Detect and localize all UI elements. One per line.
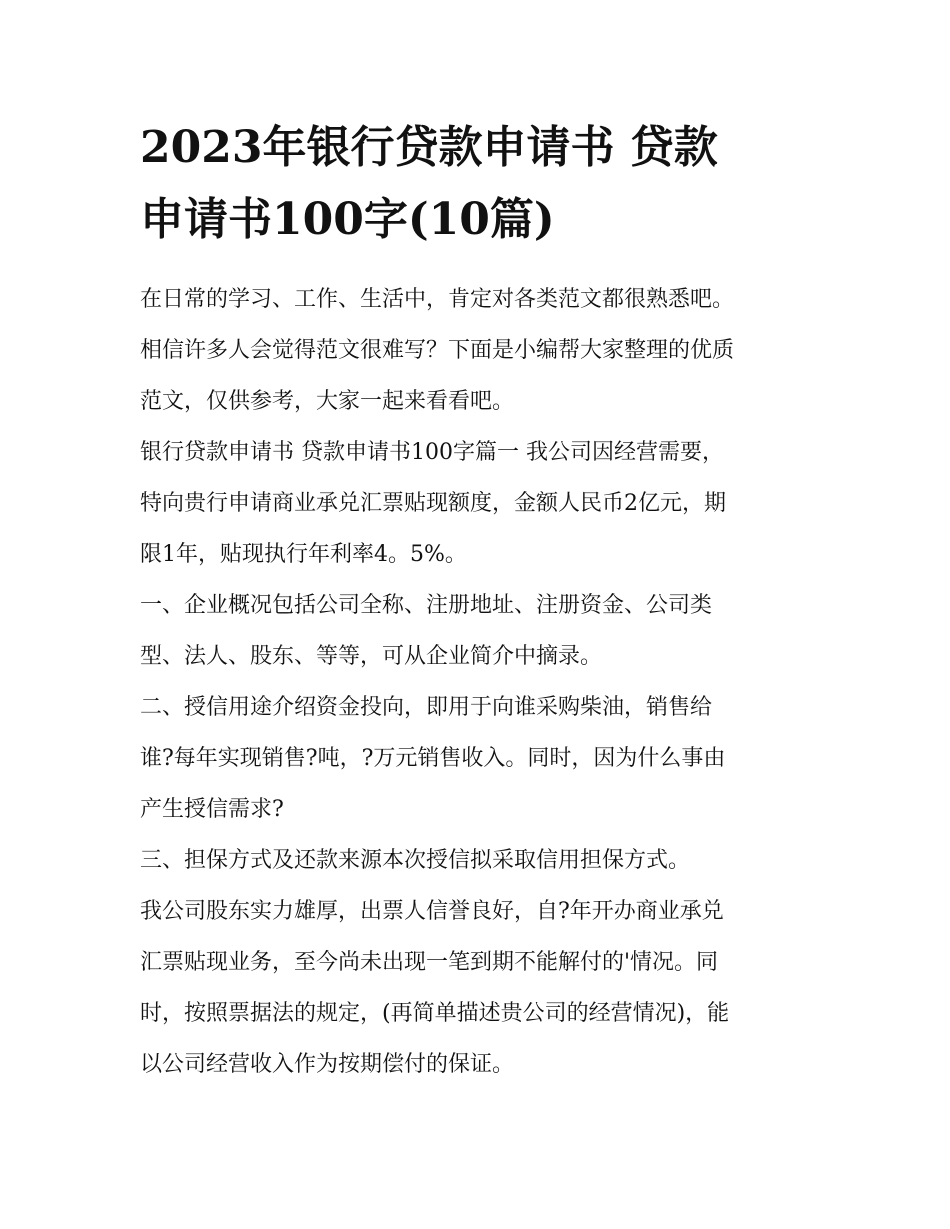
document-page — [140, 112, 820, 1090]
text-line: 我公司股东实力雄厚，出票人信誉良好，自?年开办商业承兑 — [140, 899, 724, 924]
text-line: 三、担保方式及还款来源本次授信拟采取信用担保方式。 — [140, 848, 691, 873]
text-line: 谁?每年实现销售?吨，?万元销售收入。同时，因为什么事由 — [140, 746, 726, 771]
guarantee-paragraph — [140, 835, 820, 886]
text-line: 范文，仅供参考，大家一起来看看吧。 — [140, 389, 515, 414]
document-title — [140, 112, 820, 256]
title-line-2: 申请书100字(10篇) — [140, 194, 555, 245]
text-line: 型、法人、股东、等等，可从企业简介中摘录。 — [140, 644, 603, 669]
text-line: 时，按照票据法的规定，(再简单描述贵公司的经营情况)，能 — [140, 1001, 730, 1026]
text-line: 相信许多人会觉得范文很难写？下面是小编帮大家整理的优质 — [140, 338, 735, 363]
document-body — [140, 274, 820, 1090]
text-line: 二、授信用途介绍资金投向，即用于向谁采购柴油，销售给 — [140, 695, 713, 720]
repayment-paragraph — [140, 886, 820, 1090]
intro-paragraph — [140, 274, 820, 427]
company-overview-paragraph — [140, 580, 820, 682]
text-line: 汇票贴现业务，至今尚未出现一笔到期不能解付的'情况。同 — [140, 950, 719, 975]
text-line: 一、企业概况包括公司全称、注册地址、注册资金、公司类 — [140, 593, 713, 618]
text-line: 以公司经营收入作为按期偿付的保证。 — [140, 1052, 515, 1077]
credit-purpose-paragraph — [140, 682, 820, 835]
text-line: 产生授信需求? — [140, 797, 284, 822]
text-line: 特向贵行申请商业承兑汇票贴现额度，金额人民币2亿元，期 — [140, 491, 726, 516]
text-line: 在日常的学习、工作、生活中，肯定对各类范文都很熟悉吧。 — [140, 287, 735, 312]
application-paragraph — [140, 427, 820, 580]
text-line: 限1年，贴现执行年利率4。5%。 — [140, 542, 467, 567]
title-line-1: 2023年银行贷款申请书 贷款 — [140, 122, 718, 173]
text-line: 银行贷款申请书 贷款申请书100字篇一 我公司因经营需要， — [140, 440, 724, 465]
